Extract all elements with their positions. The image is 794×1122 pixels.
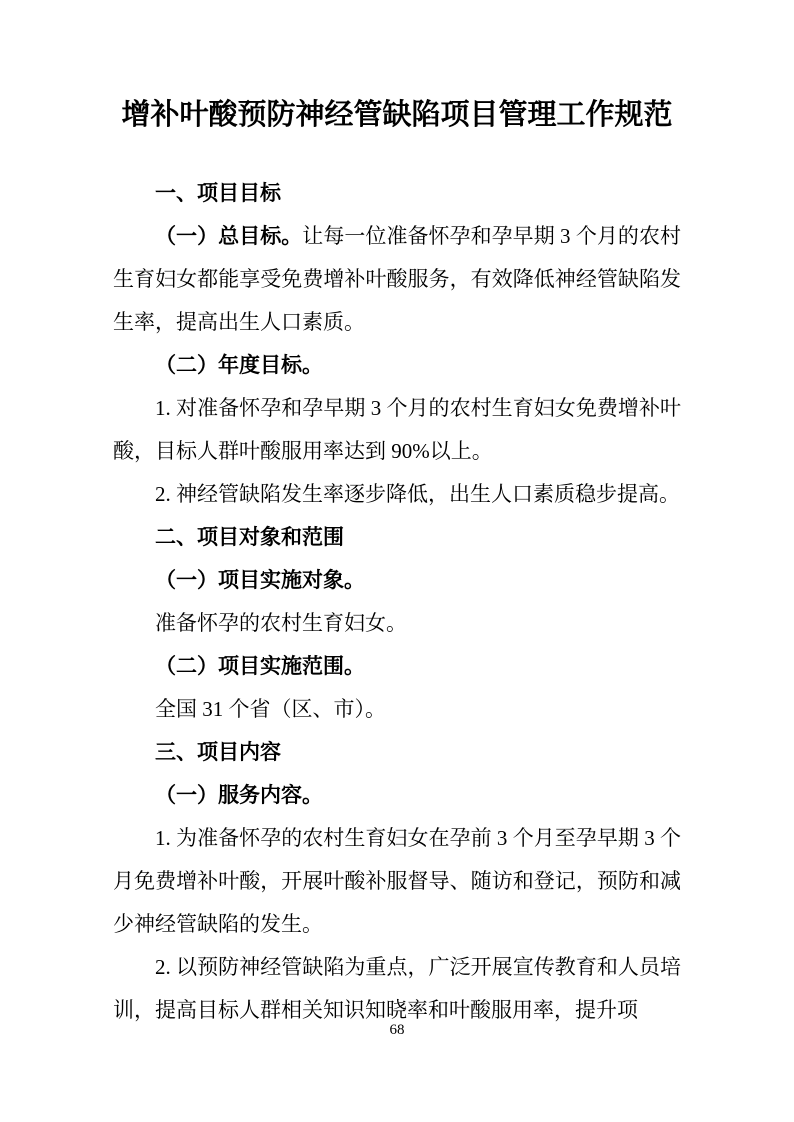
- paragraph: 准备怀孕的农村生育妇女。: [155, 611, 407, 635]
- paragraph: 1. 为准备怀孕的农村生育妇女在孕前 3 个月至孕早期 3 个月免费增补叶酸，开展叶酸补服督导、随访和登记，预防和减少神经管缺陷的发生。: [113, 826, 681, 936]
- section-heading: 三、项目内容: [155, 741, 281, 764]
- document-body: [113, 172, 681, 1032]
- paragraph: 2. 神经管缺陷发生率逐步降低，出生人口素质稳步提高。: [155, 482, 680, 506]
- section-heading: 二、项目对象和范围: [155, 526, 344, 549]
- page-number: 68: [389, 1022, 405, 1038]
- paragraph: 1. 对准备怀孕和孕早期 3 个月的农村生育妇女免费增补叶酸，目标人群叶酸服用率达到 90%以上。: [113, 396, 681, 463]
- paragraph: [113, 215, 681, 344]
- sub-heading: （二）年度目标。: [155, 353, 323, 377]
- paragraph-lead: （一）总目标。: [155, 224, 303, 248]
- sub-heading: （一）项目实施对象。: [155, 568, 365, 592]
- section-heading: 一、项目目标: [155, 182, 281, 205]
- sub-heading: （二）项目实施范围。: [155, 654, 365, 678]
- paragraph: 2. 以预防神经管缺陷为重点，广泛开展宣传教育和人员培训，提高目标人群相关知识知晓率和叶酸服用率，提升项: [113, 955, 681, 1022]
- sub-heading: （一）服务内容。: [155, 783, 323, 807]
- paragraph-text: 让每一位准备怀孕和孕早期 3 个月的农村生育妇女都能享受免费增补叶酸服务，有效降低神经管缺陷发生率，提高出生人口素质。: [113, 224, 681, 334]
- paragraph: 全国 31 个省（区、市）。: [155, 697, 386, 721]
- document-title: 增补叶酸预防神经管缺陷项目管理工作规范: [121, 99, 673, 131]
